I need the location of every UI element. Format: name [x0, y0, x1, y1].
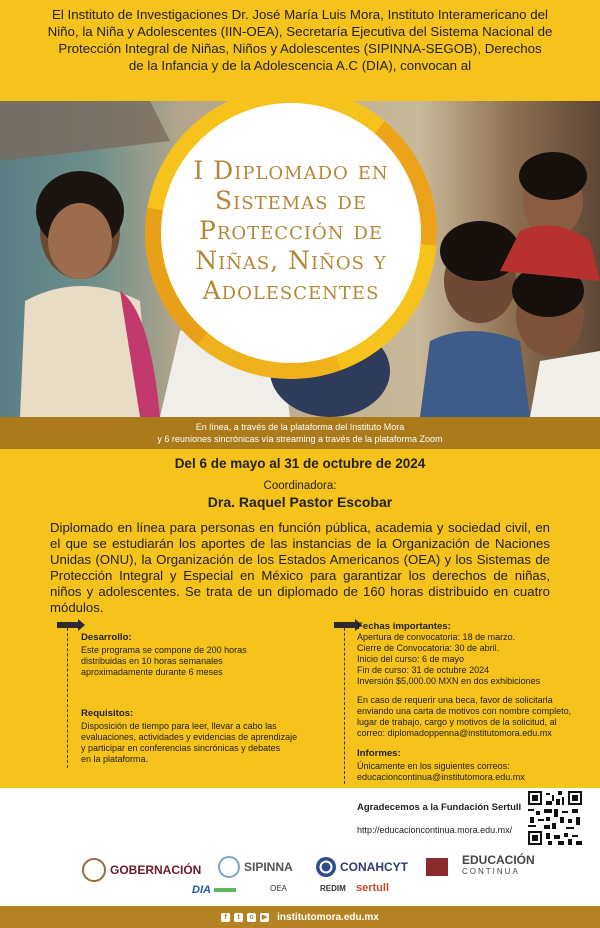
text-line: Únicamente en los siguientes correos: — [357, 761, 510, 771]
logo-text: CONAHCYT — [340, 860, 408, 874]
beca-email[interactable]: correo: diplomadoppenna@institutomora.edu.mx — [357, 728, 552, 738]
title-line: Adolescentes — [202, 276, 380, 305]
sertull-logo — [356, 882, 389, 894]
text-line: distribuidas en 10 horas semanales — [81, 656, 223, 666]
sipinna-emblem-icon — [218, 856, 240, 878]
desarrollo-text — [81, 645, 247, 678]
website-link[interactable]: institutomora.edu.mx — [277, 911, 379, 923]
logo-text: EDUCACIÓN — [462, 853, 535, 867]
title-line: I Diplomado en — [193, 156, 389, 185]
gobernacion-logo — [82, 858, 201, 882]
logo-text: CONTINUA — [462, 867, 520, 876]
intro-line: Protección Integral de Niñas, Niños y Adolescentes (SIPINNA-SEGOB), Derechos — [58, 41, 542, 56]
conahcyt-emblem-icon — [316, 857, 336, 877]
requisitos-text — [81, 721, 297, 765]
oea-logo — [270, 884, 287, 893]
intro-line: de la Infancia y de la Adolescencia A.C (DIA), convocan al — [128, 58, 472, 73]
program-dates: Del 6 de mayo al 31 de octubre de 2024 — [174, 456, 426, 471]
facebook-icon[interactable]: f — [221, 913, 230, 922]
dia-logo — [192, 884, 236, 896]
text-line: Fin de curso: 31 de octubre 2024 — [357, 665, 490, 675]
instagram-icon[interactable]: o — [247, 913, 256, 922]
text-line: Inversión $5,000.00 MXN en dos exhibiciones — [357, 676, 541, 686]
logo-text: DIA — [192, 884, 211, 896]
informes-heading: Informes: — [357, 748, 401, 759]
educacion-continua-logo — [462, 854, 535, 876]
fechas-heading: Fechas importantes: — [357, 621, 451, 632]
logo-text: SIPINNA — [244, 860, 293, 874]
section-marker — [57, 622, 79, 628]
dia-swoosh — [214, 888, 236, 892]
social-bar — [0, 906, 600, 928]
caption-line-2: y 6 reuniones sincrónicas vía streaming a través de la plataforma Zoom — [157, 434, 443, 444]
intro-text — [20, 6, 580, 74]
text-line: enviando una carta de motivos con nombre completo, — [357, 706, 572, 716]
text-line: aproximadamente durante 6 meses — [81, 667, 223, 677]
coordinator-label: Coordinadora: — [263, 480, 337, 492]
text-line: en la plataforma. — [81, 754, 149, 764]
logo-text: REDIM — [320, 884, 346, 893]
mora-building-icon — [426, 858, 448, 876]
redim-logo — [320, 884, 346, 893]
youtube-icon[interactable]: ▶ — [261, 913, 268, 921]
title-line: Niñas, Niños y — [195, 246, 387, 275]
beca-text — [357, 695, 571, 739]
logo-text: GOBERNACIÓN — [110, 863, 202, 877]
logo-text: sertull — [356, 882, 390, 894]
requisitos-heading: Requisitos: — [81, 708, 134, 719]
sponsor-thanks: Agradecemos a la Fundación Sertull — [357, 802, 522, 813]
fechas-text — [357, 632, 540, 687]
informes-text — [357, 761, 525, 783]
text-line: Disposición de tiempo para leer, llevar a cabo las — [81, 721, 277, 731]
informes-email[interactable]: educacioncontinua@institutomora.edu.mx — [357, 772, 525, 782]
conahcyt-logo — [316, 857, 408, 877]
text-line: evaluaciones, actividades y evidencias de aprendizaje — [81, 732, 298, 742]
text-line: y participar en conferencias sincrónicas y debates — [81, 743, 281, 753]
desarrollo-heading: Desarrollo: — [81, 632, 132, 643]
dashed-divider — [344, 628, 345, 784]
text-line: Apertura de convocatoria: 18 de marzo. — [357, 632, 516, 642]
children-photo — [0, 101, 600, 417]
title-line: Sistemas de — [215, 186, 367, 215]
dashed-divider — [67, 628, 68, 768]
text-line: Este programa se compone de 200 horas — [81, 645, 247, 655]
seal-icon — [82, 858, 106, 882]
building-shape — [426, 858, 448, 876]
text-line: Cierre de Convocatoria: 30 de abril. — [357, 643, 500, 653]
sipinna-logo — [218, 856, 293, 878]
intro-line: Niño, la Niña y Adolescentes (IIN-OEA), Secretaría Ejecutiva del Sistema Nacional de — [47, 24, 553, 39]
intro-line: El Instituto de Investigaciones Dr. José María Luis Mora, Instituto Interamericano del — [52, 7, 548, 22]
logo-text: OEA — [270, 884, 287, 893]
program-description: Diplomado en línea para personas en función pública, academia y sociedad civil, en el que se estudiarán los aportes de las instancias de la Organización de Naciones Unidas (ONU), la Organización de los Estados Americanos (OEA) y los Sistemas de Protección Integral y Especial en México para garantizar los derechos de niñas, niños y adolescentes. Se trata de un diplomado de 160 horas distribuido en cuatro módulos. — [50, 520, 550, 615]
modality-caption — [0, 417, 600, 449]
program-title — [161, 156, 421, 306]
text-line: Inicio del curso: 6 de mayo — [357, 654, 465, 664]
text-line: lugar de trabajo, cargo y motivos de la solicitud, al — [357, 717, 557, 727]
qr-code-icon[interactable] — [528, 791, 582, 845]
section-marker — [334, 622, 356, 628]
caption-line-1: En línea, a través de la plataforma del Instituto Mora — [195, 422, 405, 432]
text-line: En caso de requerir una beca, favor de solicitarla — [357, 695, 553, 705]
twitter-icon[interactable]: t — [234, 913, 243, 922]
program-url-link[interactable]: http://educacioncontinua.mora.edu.mx/ — [357, 825, 513, 835]
footer — [0, 788, 600, 906]
title-line: Protección de — [199, 216, 383, 245]
coordinator-name: Dra. Raquel Pastor Escobar — [207, 494, 393, 510]
